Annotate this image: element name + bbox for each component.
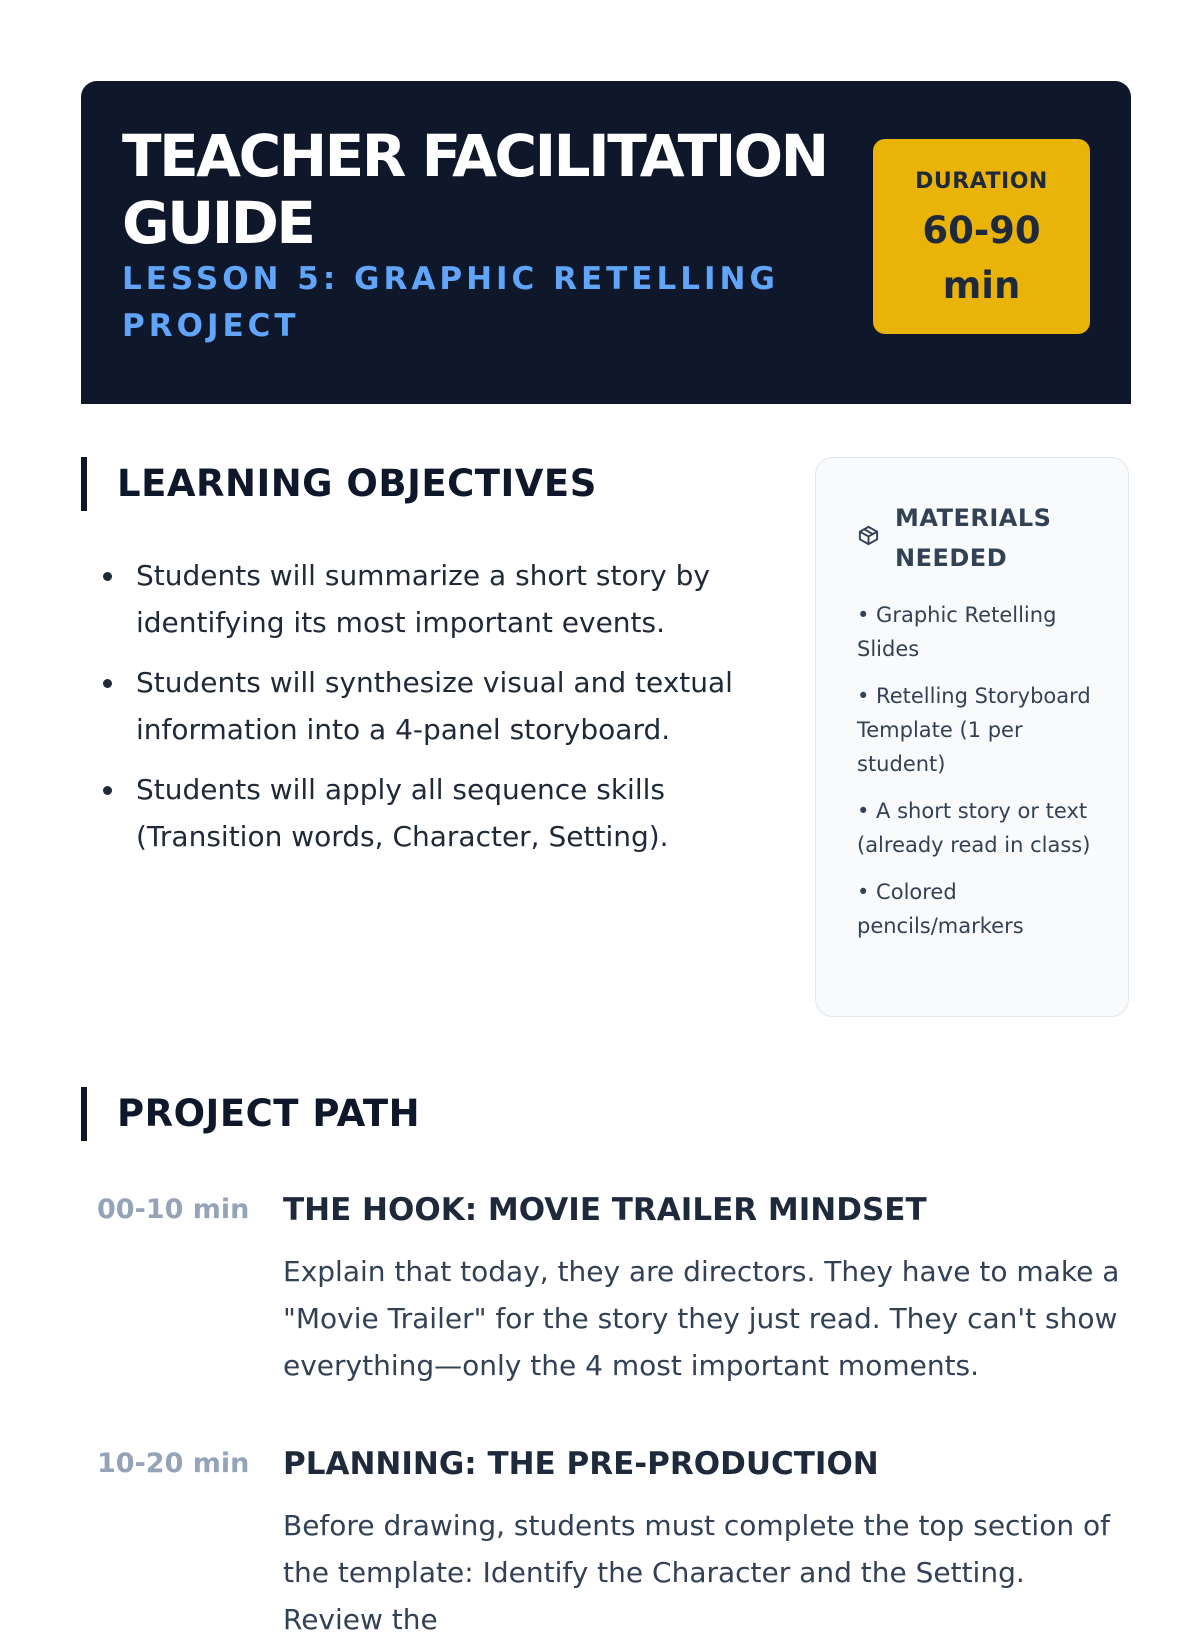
bullet-icon xyxy=(103,786,112,795)
list-item: • Colored pencils/markers xyxy=(857,880,1024,938)
step-description: Explain that today, they are directors. They have to make a "Movie Trailer" for the story they just read. They can't show everything—only the 4 most important moments. xyxy=(283,1255,1120,1382)
materials-list xyxy=(857,598,1097,956)
objectives-list xyxy=(100,552,740,873)
bullet-icon xyxy=(103,572,112,581)
objective-text: Students will apply all sequence skills (Transition words, Character, Setting). xyxy=(136,773,669,853)
list-item: • Retelling Storyboard Template (1 per student) xyxy=(857,684,1091,776)
list-item xyxy=(100,766,740,860)
step-time: 00-10 min xyxy=(97,1194,250,1225)
duration-badge xyxy=(873,139,1090,334)
step-description: Before drawing, students must complete the top section of the template: Identify the Character and the Setting. Review the xyxy=(283,1509,1110,1636)
list-item: • Graphic Retelling Slides xyxy=(857,603,1057,661)
objective-text: Students will synthesize visual and textual information into a 4-panel storyboard. xyxy=(136,666,733,746)
bullet-icon xyxy=(103,679,112,688)
list-item xyxy=(100,552,740,646)
objective-text: Students will summarize a short story by identifying its most important events. xyxy=(136,559,710,639)
page-title: TEACHER FACILITATION GUIDE xyxy=(122,122,827,257)
materials-card xyxy=(815,457,1129,1017)
box-icon xyxy=(857,524,880,547)
step-title: THE HOOK: MOVIE TRAILER MINDSET xyxy=(283,1192,927,1228)
duration-value: 60-90 min xyxy=(922,209,1041,307)
duration-label: DURATION xyxy=(915,169,1048,194)
list-item xyxy=(100,659,740,753)
learning-objectives-heading: LEARNING OBJECTIVES xyxy=(81,457,597,511)
step-time: 10-20 min xyxy=(97,1448,250,1479)
step-title: PLANNING: THE PRE-PRODUCTION xyxy=(283,1446,879,1482)
materials-header xyxy=(857,498,1097,578)
materials-title: MATERIALS NEEDED xyxy=(895,504,1052,572)
project-path-heading: PROJECT PATH xyxy=(81,1087,420,1141)
lesson-subtitle: LESSON 5: GRAPHIC RETELLING PROJECT xyxy=(122,261,779,344)
guide-header xyxy=(81,81,1131,404)
list-item: • A short story or text (already read in class) xyxy=(857,799,1091,857)
